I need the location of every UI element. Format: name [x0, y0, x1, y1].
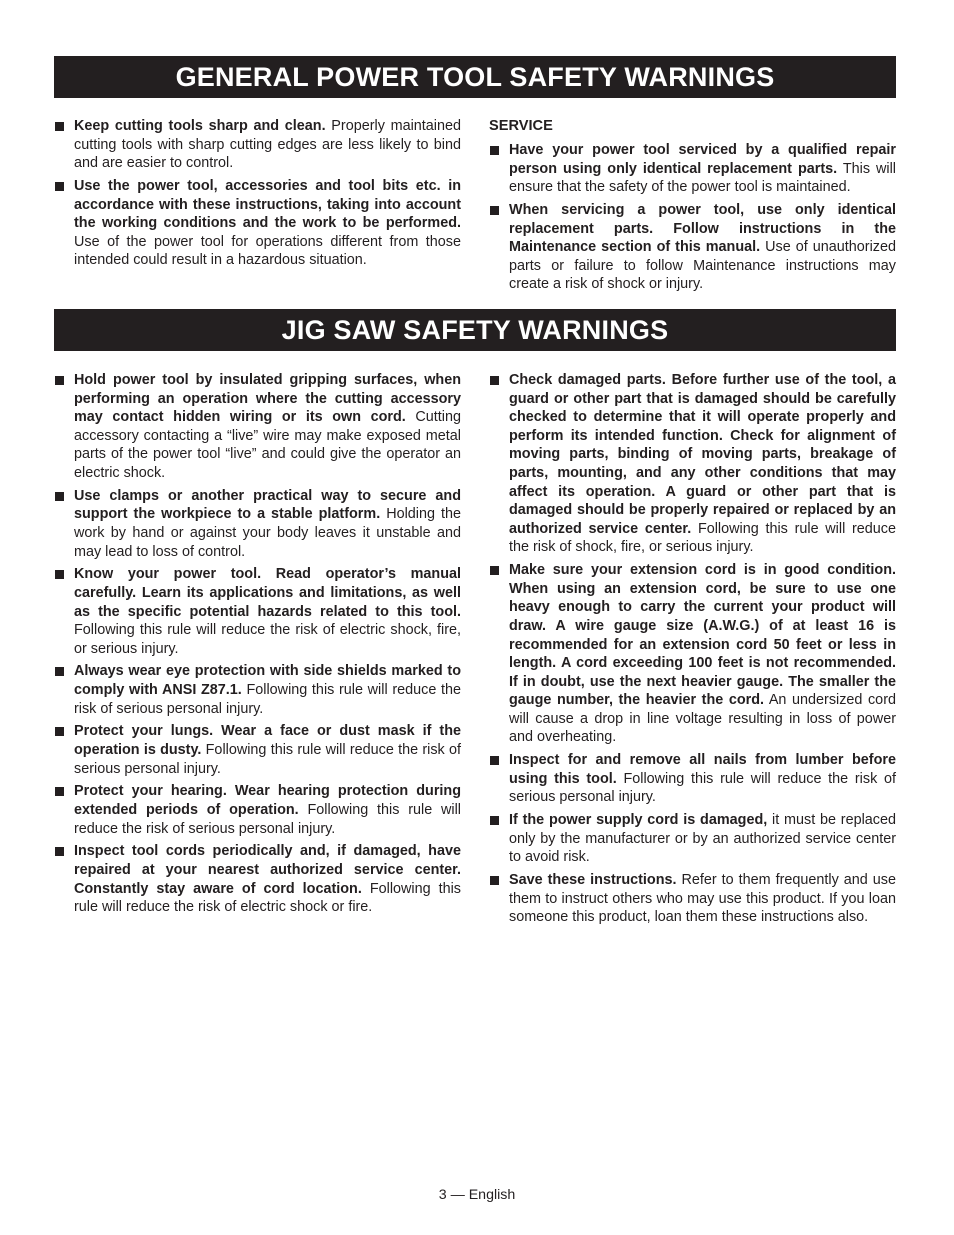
jig-saw-right-list: [489, 371, 896, 927]
bullet-square-icon: [490, 566, 499, 575]
jig-saw-left-list: [54, 371, 461, 917]
warning-item: [489, 561, 896, 747]
bullet-square-icon: [55, 182, 64, 191]
bullet-square-icon: [55, 787, 64, 796]
warning-bold-text: Use the power tool, accessories and tool bits etc. in accordance with these instructions, taking into account the working conditions and the work to be performed.: [74, 177, 461, 232]
bullet-square-icon: [55, 376, 64, 385]
bullet-square-icon: [490, 876, 499, 885]
bullet-square-icon: [55, 667, 64, 676]
warning-bold-text: Inspect for and remove all nails from lumber before using this tool.: [509, 752, 896, 787]
warning-item: [54, 565, 461, 658]
service-heading: SERVICE: [489, 118, 553, 134]
warning-item: [54, 487, 461, 561]
warning-body-text: Use of unauthorized parts or failure to follow Maintenance instructions may create a risk of shock or injury.: [509, 239, 896, 293]
warning-body-text: Use of the power tool for operations different from those intended could result in a hazardous situation.: [74, 233, 461, 269]
warning-body-text: Properly maintained cutting tools with sharp cutting edges are less likely to bind and are easier to control.: [74, 118, 461, 172]
warning-bold-text: If the power supply cord is damaged,: [509, 812, 768, 829]
warning-bold-text: Always wear eye protection with side shields marked to comply with ANSI Z87.1.: [74, 663, 461, 699]
warning-body-text: Following this rule will reduce the risk of shock, fire, or serious injury.: [509, 520, 896, 556]
bullet-square-icon: [55, 727, 64, 736]
warning-item: [54, 117, 461, 173]
warning-body-text: Following this rule will reduce the risk of serious personal injury.: [74, 682, 461, 717]
warning-item: [54, 722, 461, 778]
bullet-square-icon: [55, 847, 64, 856]
bullet-square-icon: [55, 570, 64, 579]
warning-item: [54, 177, 461, 270]
warning-item: [489, 201, 896, 294]
warning-body-text: Following this rule will reduce the risk of serious personal injury.: [74, 802, 461, 837]
general-warnings-list: [54, 117, 461, 270]
bullet-square-icon: [490, 816, 499, 825]
warning-body-text: it must be replaced only by the manufacturer or by an authorized service center to avoid risk.: [509, 812, 896, 866]
bullet-square-icon: [490, 146, 499, 155]
bullet-square-icon: [55, 122, 64, 131]
warning-body-text: Following this rule will reduce the risk of serious personal injury.: [509, 770, 896, 806]
page-footer: 3 — English: [438, 1187, 516, 1203]
warning-bold-text: Protect your hearing. Wear hearing protection during extended periods of operation.: [74, 783, 461, 818]
warning-bold-text: Keep cutting tools sharp and clean.: [74, 118, 326, 134]
warning-bold-text: Save these instructions.: [509, 872, 677, 889]
general-safety-banner: GENERAL POWER TOOL SAFETY WARNINGS: [54, 56, 896, 98]
warning-bold-text: Make sure your extension cord is in good condition. When using an extension cord, be sure to use one heavy enough to carry the current your product will draw. A wire gauge size (A.W.G.) of at least 16 is recommended for an extension cord 50 feet or less in length. A cord exceeding 100 feet is not recommended. If in doubt, use the next heavier gauge. The smaller the gauge number, the heavier the cord.: [509, 562, 896, 709]
jig-saw-right-column: [489, 371, 896, 931]
warning-item: [54, 662, 461, 718]
general-left-column: [54, 117, 461, 274]
jig-saw-safety-banner: JIG SAW SAFETY WARNINGS: [54, 309, 896, 351]
warning-item: [489, 871, 896, 927]
warning-item: [489, 371, 896, 557]
warning-bold-text: Use clamps or another practical way to secure and support the workpiece to a stable platform.: [74, 487, 461, 523]
warning-item: [54, 842, 461, 916]
warning-body-text: Holding the work by hand or against your body leaves it unstable and may lead to loss of control.: [74, 506, 461, 560]
warning-item: [54, 782, 461, 838]
bullet-square-icon: [55, 492, 64, 501]
bullet-square-icon: [490, 756, 499, 765]
warning-body-text: Following this rule will reduce the risk of electric shock, fire, or serious injury.: [74, 622, 461, 657]
warning-bold-text: Know your power tool. Read operator’s manual carefully. Learn its applications and limitations, as well as the specific potential hazards related to this tool.: [74, 566, 461, 620]
warning-bold-text: Hold power tool by insulated gripping surfaces, when performing an operation where the cutting accessory may contact hidden wiring or its own cord.: [74, 372, 461, 426]
warning-body-text: This will ensure that the safety of the power tool is maintained.: [509, 160, 896, 196]
bullet-square-icon: [490, 206, 499, 215]
service-warnings-list: [489, 141, 896, 294]
bullet-square-icon: [490, 376, 499, 385]
warning-bold-text: Protect your lungs. Wear a face or dust mask if the operation is dusty.: [74, 723, 461, 759]
general-right-column: [489, 117, 896, 298]
jig-saw-left-column: [54, 371, 461, 921]
warning-body-text: Following this rule will reduce the risk of electric shock or fire.: [74, 880, 461, 916]
warning-item: [54, 371, 461, 483]
warning-bold-text: Inspect tool cords periodically and, if damaged, have repaired at your nearest authorized service center. Constantly stay aware of cord location.: [74, 843, 461, 897]
warning-item: [489, 141, 896, 197]
warning-body-text: Cutting accessory contacting a “live” wire may make exposed metal parts of the power tool “live” and could give the operator an electric shock.: [74, 409, 461, 481]
warning-bold-text: Check damaged parts. Before further use of the tool, a guard or other part that is damaged should be carefully checked to determine that it will operate properly and perform its intended function. Check for alignment of moving parts, binding of moving parts, breakage of parts, mounting, and any other conditions that may affect its operation. A guard or other part that is damaged should be properly repaired or replaced by an authorized service center.: [509, 372, 896, 537]
warning-bold-text: When servicing a power tool, use only identical replacement parts. Follow instructions in the Maintenance section of this manual.: [509, 201, 896, 256]
warning-item: [489, 811, 896, 867]
warning-bold-text: Have your power tool serviced by a qualified repair person using only identical replacement parts.: [509, 142, 896, 177]
warning-body-text: An undersized cord will cause a drop in line voltage resulting in loss of power and overheating.: [509, 692, 896, 746]
warning-body-text: Following this rule will reduce the risk of serious personal injury.: [74, 742, 461, 777]
warning-body-text: Refer to them frequently and use them to instruct others who may use this product. If you loan someone this product, loan them these instructions also.: [509, 872, 896, 926]
warning-item: [489, 751, 896, 807]
